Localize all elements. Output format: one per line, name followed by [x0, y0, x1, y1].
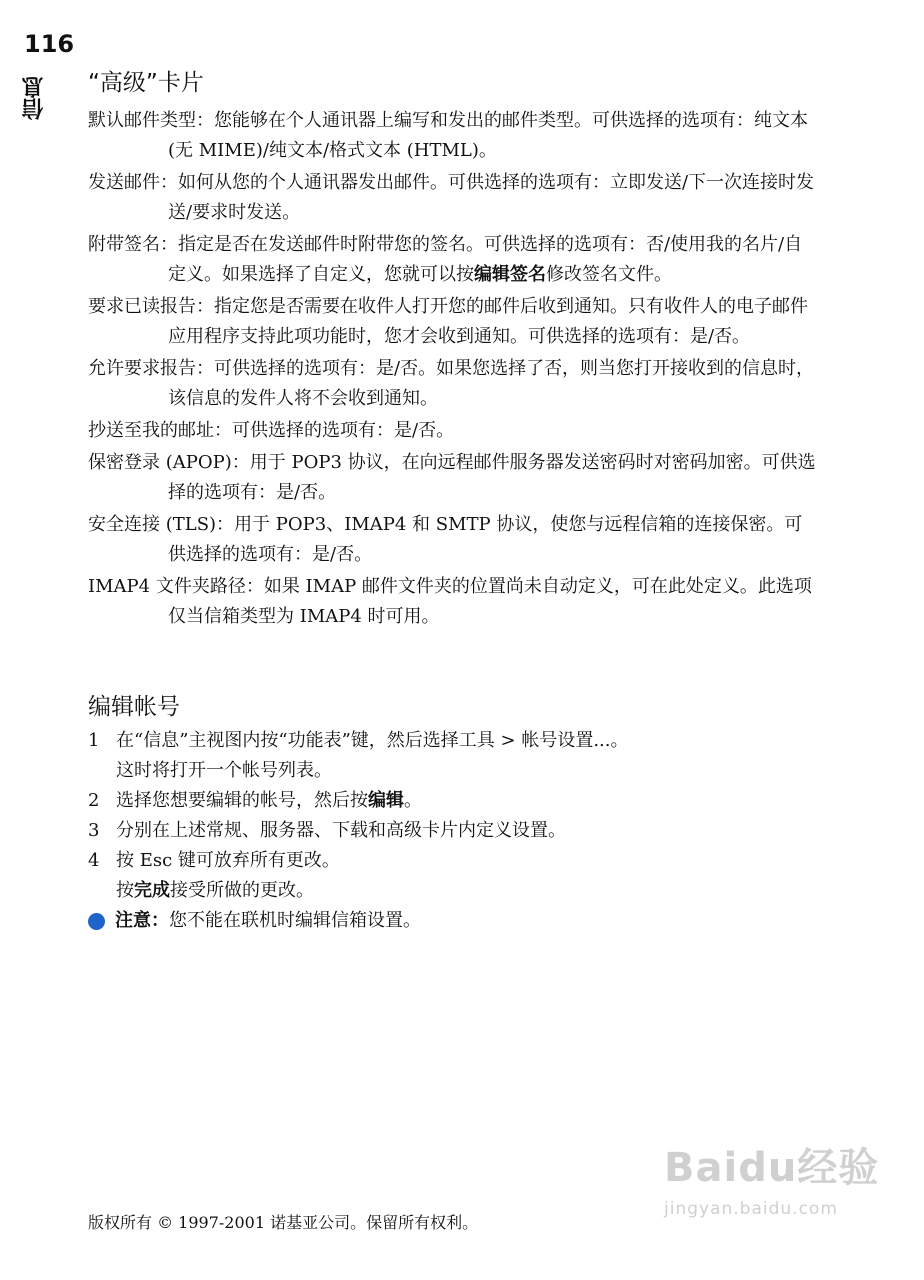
copyright-footer: 版权所有 © 1997-2001 诺基亚公司。保留所有权利。	[88, 1213, 479, 1232]
baidu-logo: Baidu经验	[664, 1145, 880, 1191]
list-item: 发送邮件：如何从您的个人通讯器发出邮件。可供选择的选项有：立即发送/下一次连接时发送/要求时发送。	[88, 172, 815, 223]
step-item: 4 按 Esc 键可放弃所有更改。 按完成接受所做的更改。	[88, 850, 340, 901]
note-dot-icon	[88, 913, 105, 930]
step-item: 1 在“信息”主视图内按“功能表”键，然后选择工具 > 帐号设置...。 这时将打开一个帐号列表。	[88, 730, 629, 781]
watermark	[664, 1136, 879, 1219]
note-label: 注意：	[115, 910, 169, 931]
step-item: 3 分别在上述常规、服务器、下载和高级卡片内定义设置。	[88, 820, 566, 841]
list-item: 要求已读报告：指定您是否需要在收件人打开您的邮件后收到通知。只有收件人的电子邮件应用程序支持此项功能时，您才会收到通知。可供选择的选项有：是/否。	[88, 296, 808, 347]
advanced-card-heading: “高级”卡片	[88, 70, 204, 96]
list-item: 安全连接 (TLS)：用于 POP3、IMAP4 和 SMTP 协议，使您与远程信箱的连接保密。可供选择的选项有：是/否。	[88, 514, 803, 565]
step-item: 2 选择您想要编辑的帐号，然后按编辑。	[88, 790, 422, 811]
watermark-url: jingyan.baidu.com	[664, 1199, 838, 1219]
note	[88, 906, 818, 936]
section-tab: 信息	[22, 76, 47, 120]
page-number: 116	[24, 30, 75, 58]
advanced-settings-list	[88, 106, 818, 634]
list-item: 默认邮件类型：您能够在个人通讯器上编写和发出的邮件类型。可供选择的选项有：纯文本 (无 MIME)/纯文本/格式文本 (HTML)。	[88, 110, 808, 161]
list-item: IMAP4 文件夹路径：如果 IMAP 邮件文件夹的位置尚未自动定义，可在此处定义。此选项仅当信箱类型为 IMAP4 时可用。	[88, 576, 812, 627]
list-item: 保密登录 (APOP)：用于 POP3 协议，在向远程邮件服务器发送密码时对密码加密。可供选择的选项有：是/否。	[88, 452, 816, 503]
note-text: 您不能在联机时编辑信箱设置。	[169, 910, 421, 931]
list-item: 允许要求报告：可供选择的选项有：是/否。如果您选择了否，则当您打开接收到的信息时，该信息的发件人将不会收到通知。	[88, 358, 815, 409]
list-item: 附带签名：指定是否在发送邮件时附带您的签名。可供选择的选项有：否/使用我的名片/自定义。如果选择了自定义，您就可以按编辑签名修改签名文件。	[88, 234, 803, 285]
edit-signature-label: 编辑签名	[474, 264, 546, 285]
edit-account-steps	[88, 726, 818, 936]
edit-account-heading: 编辑帐号	[88, 694, 180, 720]
list-item: 抄送至我的邮址：可供选择的选项有：是/否。	[88, 420, 455, 441]
